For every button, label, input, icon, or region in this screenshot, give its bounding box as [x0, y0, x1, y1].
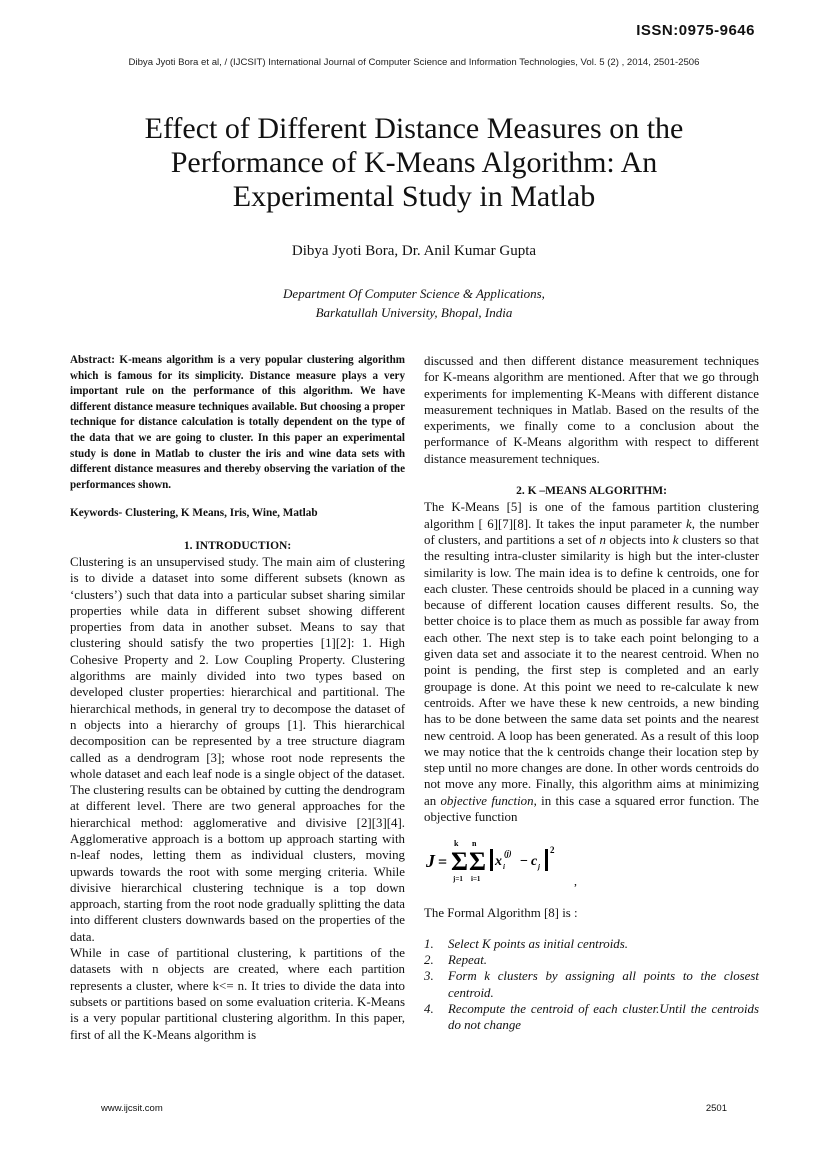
issn-label: ISSN:0975-9646: [636, 22, 755, 39]
section-heading-kmeans: [424, 483, 759, 499]
step-number: 1.: [424, 936, 434, 951]
svg-text:j=1: j=1: [453, 875, 463, 884]
svg-text:Σ: Σ: [451, 847, 468, 877]
algorithm-step: [424, 1001, 759, 1034]
paper-title: [60, 112, 768, 214]
affiliation-line-1: Department Of Computer Science & Applications,: [283, 286, 545, 301]
svg-text:i=1: i=1: [471, 875, 481, 884]
formal-algorithm-intro: The Formal Algorithm [8] is :: [424, 906, 578, 921]
kmeans-text-d: clusters so that the resulting intra-cluster similarity is high but the inter-cluster similarity is low. The main idea is to define k centroids, one for each cluster. These centroids should be placed in a cunning way because of different location causes different results. So, the better choice is to place them as much as possible far away from each other. The next step is to take each point belonging to a given data set and associate it to the nearest centroid. When no point is pending, the first step is completed and an early groupage is done. At this point we need to re-calculate k new centroids. After we have these k new centroids, a new binding has to be done between the same data set points and the nearest new centroid. A loop has been generated. As a result of this loop we may notice that the k centroids change their location step by step until no more changes are done. In other words centroids do not move any more. Finally, this algorithm aims at minimizing an: [424, 532, 759, 808]
var-k: k: [686, 516, 692, 531]
algorithm-steps: [424, 936, 759, 1034]
step-number: 3.: [424, 969, 434, 984]
formula-comma: ,: [574, 874, 577, 889]
intro-paragraph-continued: discussed and then different distance measurement techniques for K-means algorithm are mentioned. After that we go through experiments for implementing K-Means with different distance measurement techniques in Matlab. Based on the results of the experiments, we finally come to a conclusion about the performance of K-Means algorithm with respect to different distance measurement techniques.: [424, 354, 759, 466]
footer-website: www.ijcsit.com: [101, 1103, 163, 1114]
step-text: Select K points as initial centroids.: [448, 936, 628, 951]
title-line-3: Experimental Study in Matlab: [232, 180, 596, 213]
svg-text:(j): (j): [504, 849, 512, 859]
kmeans-text-a: The K-Means [5] is one of the famous partition clustering algorithm [ 6][7][8]. It takes the input parameter: [424, 500, 759, 531]
title-line-2: Performance of K-Means Algorithm: An: [170, 146, 658, 179]
right-column: [424, 353, 759, 1033]
kmeans-text-e: , in this case a squared error function. The objective function: [424, 793, 759, 825]
intro-paragraph-1: Clustering is an unsupervised study. The main aim of clustering is to divide a dataset into some different subsets (known as ‘clusters’) such that data into a particular subset sharing similar properties while data in different subset showing different properties from data in another subset. Means to say that clustering should satisfy the two properties [1][2]: 1. High Cohesive Property and 2. Low Coupling Property. Clustering algorithms are mainly divided into two types based on developed cluster properties: hierarchical and partitional. The hierarchical methods, in general try to decompose the dataset of n objects into a hierarchy of groups [1]. This hierarchical decomposition can be represented by a tree structure diagram called as a dendrogram [3]; whose root node represents the whole dataset and each leaf node is a single object of the dataset. The clustering results can be obtained by cutting the dendrogram at different level. There are two general approaches for the hierarchical method: agglomerative and divisive [2][3][4]. Agglomerative approach is a bottom up approach starting with n-leaf nodes, letting them as individual clusters, moving upwards towards the root with some merging criteria. While divisive hierarchical clustering technique is a top down approach, starting from the root node gradually splitting the data into different clusters downwards based on the properties of the data.: [70, 554, 405, 944]
left-column: [70, 353, 405, 1043]
section-heading-introduction: [70, 538, 405, 554]
svg-text:n: n: [472, 839, 477, 849]
affiliation: [0, 284, 828, 322]
svg-text:i: i: [503, 863, 505, 872]
objective-function-formula: [424, 831, 759, 889]
objective-function-term: objective function: [440, 793, 534, 808]
svg-text:j: j: [538, 863, 540, 872]
algorithm-step: [424, 968, 759, 1001]
svg-text:Σ: Σ: [469, 847, 486, 877]
svg-text:c: c: [531, 854, 538, 870]
kmeans-text-b: , the number of clusters, and partitions a set of: [424, 516, 759, 547]
author-list: Dibya Jyoti Bora, Dr. Anil Kumar Gupta: [291, 243, 537, 259]
abstract: Abstract: K-means algorithm is a very popular clustering algorithm which is famous for its simplicity. Distance measure plays a very important rule on the performance of this algorithm. We have different distance measure techniques available. But choosing a proper technique for distance calculation is totally dependent on the type of the data that we are going to cluster. In this paper an experimental study is done in Matlab to cluster the iris and wine data sets with different distance measures and thereby observing the variation of the performances shown.: [70, 354, 405, 491]
title-line-1: Effect of Different Distance Measures on the: [144, 112, 684, 145]
step-number: 4.: [424, 1001, 434, 1016]
kmeans-text-c: objects into: [605, 532, 673, 547]
kmeans-heading-num: 2. K –M: [516, 485, 557, 498]
keywords: Keywords- Clustering, K Means, Iris, Wine, Matlab: [70, 507, 318, 520]
svg-text:k: k: [454, 839, 459, 849]
svg-text:−: −: [520, 854, 528, 870]
intro-heading-rest: NTRODUCTION:: [199, 539, 292, 552]
running-header: Dibya Jyoti Bora et al, / (IJCSIT) International Journal of Computer Science and Information Technologies, Vol. 5 (2) , 2014, 2501-2506: [128, 57, 700, 68]
intro-paragraph-2: While in case of partitional clustering, k partitions of the datasets with n objects are created, where each partition represents a cluster, where k<= n. It tries to divide the data into subsets or partitions based on some evaluation criteria. K-Means is a very popular partitional clustering algorithm. In this paper, first of all the K-Means algorithm is: [70, 946, 405, 1042]
kmeans-paragraph: [424, 499, 759, 825]
var-n: n: [599, 532, 606, 547]
formula-image: [424, 831, 624, 889]
algorithm-step: [424, 952, 759, 968]
kmeans-heading-rest: EANS ALGORITHM:: [556, 485, 667, 498]
affiliation-line-2: Barkatullah University, Bhopal, India: [315, 305, 513, 320]
step-text: Form k clusters by assigning all points to the closest centroid.: [448, 969, 759, 1000]
svg-text:x: x: [495, 854, 502, 870]
page-number: 2501: [705, 1103, 727, 1114]
algorithm-step: [424, 936, 759, 952]
step-number: 2.: [424, 952, 434, 967]
svg-text:=: =: [438, 854, 448, 872]
intro-heading-num: 1. I: [183, 539, 200, 552]
svg-text:2: 2: [550, 845, 555, 856]
svg-text:J: J: [426, 851, 435, 872]
step-text: Recompute the centroid of each cluster.Until the centroids do not change: [448, 1001, 759, 1033]
step-text: Repeat.: [448, 952, 488, 967]
var-k-2: k: [672, 532, 679, 547]
